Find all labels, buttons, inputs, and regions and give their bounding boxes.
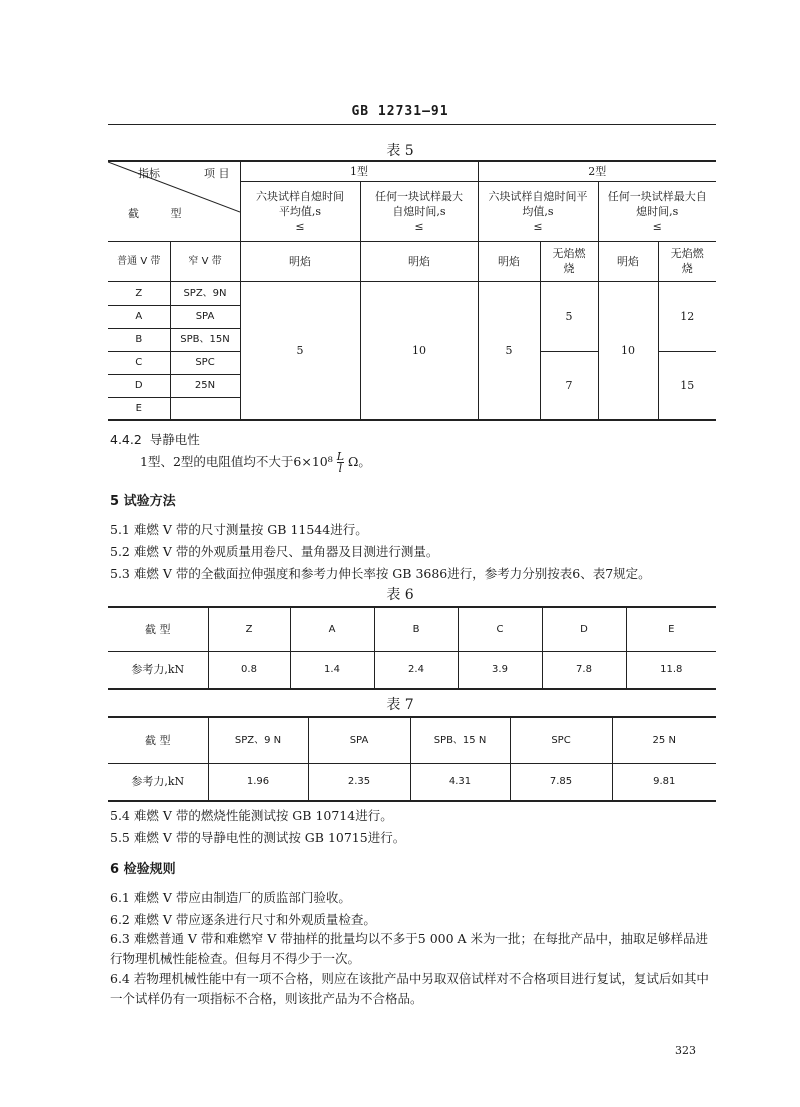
table7-head: 截 型	[108, 717, 208, 763]
t2-max-noflame-lower: 15	[658, 351, 716, 420]
t1-avg-header: 六块试样自熄时间平均值,s ≤	[240, 181, 360, 241]
table6-value: 7.8	[542, 651, 626, 689]
type1-header: 1型	[240, 161, 478, 181]
table6-value: 2.4	[374, 651, 458, 689]
row-z-narrow: SPZ、9N	[170, 281, 240, 305]
s64: 6.4 若物理机械性能中有一项不合格，则应在该批产品中另取双倍试样对不合格项目进行复试，复试后如其中一个试样仍有一项指标不合格，则该批产品为不合格品。	[110, 971, 709, 1006]
t1-max-flame: 明焰	[360, 241, 478, 281]
t2-max-flame: 明焰	[598, 241, 658, 281]
table7-value: 7.85	[510, 763, 612, 801]
t2-avg-flame-value: 5	[478, 281, 540, 420]
table6-row-label: 参考力,kN	[108, 651, 208, 689]
sub-narrow: 窄 V 带	[170, 241, 240, 281]
t2-max-header: 任何一块试样最大自熄时间,s ≤	[598, 181, 716, 241]
t1-max-value: 10	[360, 281, 478, 420]
row-b-normal: B	[108, 328, 170, 351]
corner-section: 截 型	[128, 207, 196, 220]
t1-max-header: 任何一块试样最大自熄时间,s ≤	[360, 181, 478, 241]
section6-title: 6 检验规则	[110, 862, 176, 877]
table5-corner	[108, 161, 240, 241]
t2-max-noflame-upper: 12	[658, 281, 716, 351]
s442-text: 1型、2型的电阻值均不大于6×10⁸ $\frac{L}{l}$ Ω。	[140, 450, 371, 475]
t2-max-noflame: 无焰燃烧	[658, 241, 716, 281]
s54: 5.4 难燃 V 带的燃烧性能测试按 GB 10714进行。	[110, 808, 393, 823]
s51: 5.1 难燃 V 带的尺寸测量按 GB 11544进行。	[110, 522, 368, 537]
table6-col: D	[542, 607, 626, 651]
table7-value: 9.81	[612, 763, 716, 801]
corner-item: 项 目	[204, 167, 230, 180]
t2-avg-noflame: 无焰燃烧	[540, 241, 598, 281]
table6-col: E	[626, 607, 716, 651]
table6-value: 11.8	[626, 651, 716, 689]
s61: 6.1 难燃 V 带应由制造厂的质监部门验收。	[110, 890, 351, 905]
row-b-narrow: SPB、15N	[170, 328, 240, 351]
table6-col: Z	[208, 607, 290, 651]
t1-avg-value: 5	[240, 281, 360, 420]
page-number: 323	[675, 1044, 696, 1057]
s442-heading: 4.4.2 导静电性	[110, 432, 200, 447]
sub-normal: 普通 V 带	[108, 241, 170, 281]
table7	[108, 716, 716, 802]
table5	[108, 160, 716, 421]
table6-caption: 表 6	[386, 587, 414, 603]
s53: 5.3 难燃 V 带的全截面拉伸强度和参考力伸长率按 GB 3686进行，参考力分别按表6、表7规定。	[110, 566, 651, 581]
t2-avg-header: 六块试样自熄时间平均值,s ≤	[478, 181, 598, 241]
table7-value: 2.35	[308, 763, 410, 801]
section5-title: 5 试验方法	[110, 494, 176, 509]
row-d-narrow: 25N	[170, 374, 240, 397]
table7-caption: 表 7	[386, 697, 414, 713]
table7-row-label: 参考力,kN	[108, 763, 208, 801]
standard-header: GB 12731—91	[351, 104, 449, 119]
row-a-normal: A	[108, 305, 170, 328]
table6-value: 3.9	[458, 651, 542, 689]
row-e-narrow	[170, 397, 240, 420]
table7-col: SPB、15 N	[410, 717, 510, 763]
table5-caption: 表 5	[386, 143, 414, 159]
s62: 6.2 难燃 V 带应逐条进行尺寸和外观质量检查。	[110, 912, 376, 927]
row-c-normal: C	[108, 351, 170, 374]
row-z-normal: Z	[108, 281, 170, 305]
table6-col: B	[374, 607, 458, 651]
table7-col: SPA	[308, 717, 410, 763]
t2-avg-noflame-lower: 7	[540, 351, 598, 420]
corner-index: 指标	[138, 167, 160, 180]
s63: 6.3 难燃普通 V 带和难燃窄 V 带抽样的批量均以不多于5 000 A 米为一批；在每批产品中，抽取足够样品进行物理机械性能检查。但每月不得少于一次。	[110, 931, 709, 966]
table7-value: 1.96	[208, 763, 308, 801]
table6-col: C	[458, 607, 542, 651]
t2-avg-noflame-upper: 5	[540, 281, 598, 351]
table6-col: A	[290, 607, 374, 651]
t2-max-flame-value: 10	[598, 281, 658, 420]
table7-col: SPZ、9 N	[208, 717, 308, 763]
table6-value: 0.8	[208, 651, 290, 689]
s52: 5.2 难燃 V 带的外观质量用卷尺、量角器及目测进行测量。	[110, 544, 439, 559]
s55: 5.5 难燃 V 带的导静电性的测试按 GB 10715进行。	[110, 830, 406, 845]
row-e-normal: E	[108, 397, 170, 420]
table7-col: 25 N	[612, 717, 716, 763]
row-a-narrow: SPA	[170, 305, 240, 328]
table7-col: SPC	[510, 717, 612, 763]
type2-header: 2型	[478, 161, 716, 181]
table6-value: 1.4	[290, 651, 374, 689]
row-d-normal: D	[108, 374, 170, 397]
t2-avg-flame: 明焰	[478, 241, 540, 281]
table7-value: 4.31	[410, 763, 510, 801]
table6	[108, 606, 716, 690]
t1-avg-flame: 明焰	[240, 241, 360, 281]
header-rule	[108, 124, 716, 125]
table6-head: 截 型	[108, 607, 208, 651]
row-c-narrow: SPC	[170, 351, 240, 374]
